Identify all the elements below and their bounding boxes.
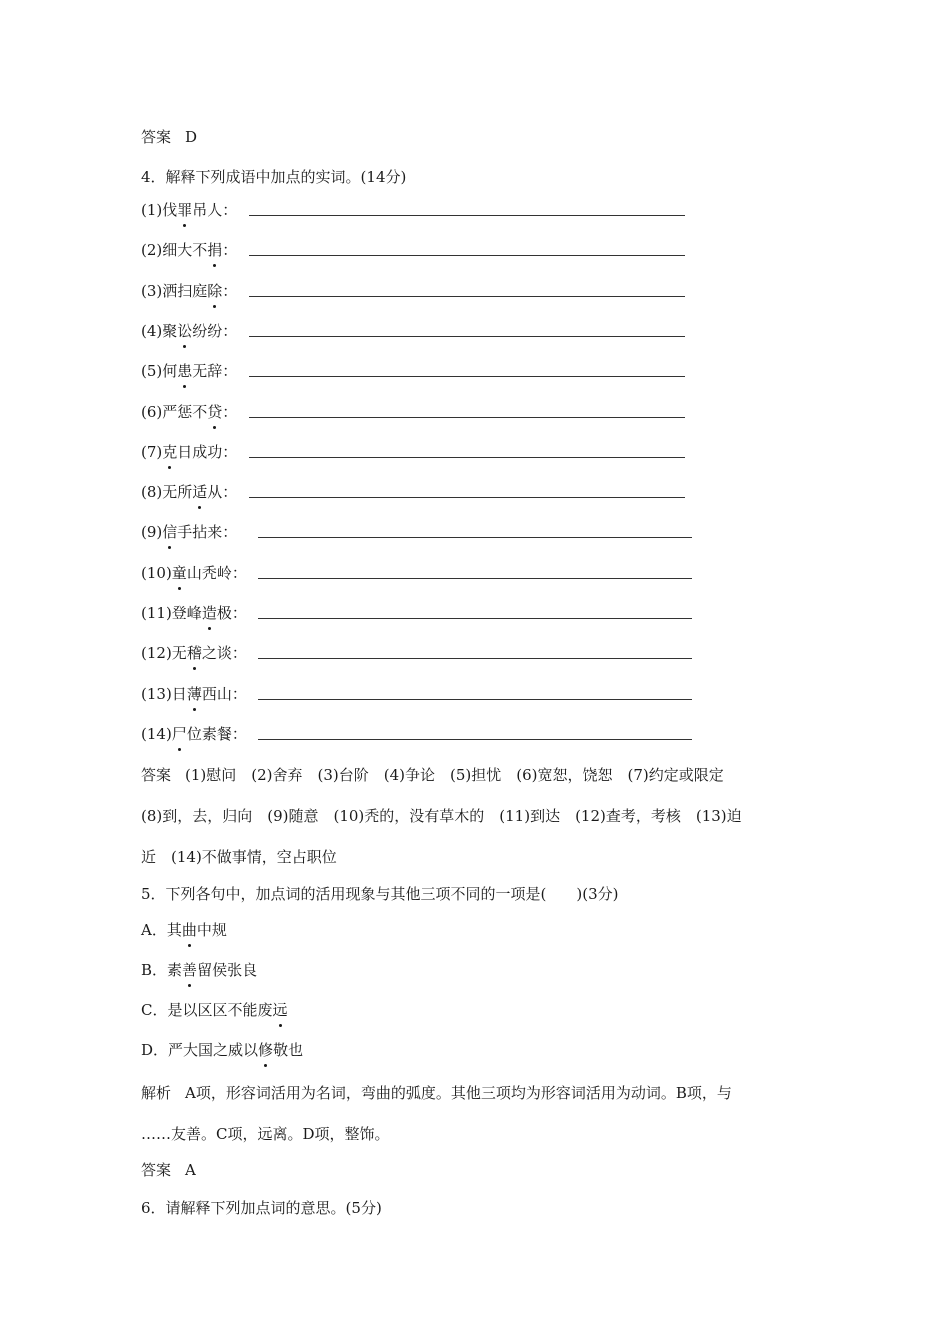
answer-value: A: [185, 1161, 196, 1179]
item-colon: ：: [222, 362, 238, 380]
question-4-item: [141, 563, 247, 583]
question-4-item: [141, 200, 237, 220]
item-number: (2): [141, 241, 163, 259]
item-text-before: 细大不: [162, 241, 208, 259]
item-text-after: 无辞: [192, 362, 223, 380]
item-text-after: 日成功: [177, 443, 223, 461]
item-text-after: 位素餐: [186, 725, 232, 743]
answer-label: 答案: [141, 128, 172, 146]
question-4-item: [141, 643, 247, 663]
answer-text: (1)慰问 (2)舍弃 (3)台阶 (4)争论 (5)担忧 (6)宽恕，饶恕 (7)约定或限定: [185, 766, 724, 784]
option-letter: C．: [141, 1001, 168, 1019]
question-4-item: [141, 724, 247, 744]
item-dotted-char: 贷: [207, 403, 223, 421]
option-text-before: 是以区区不能废: [167, 1001, 273, 1019]
item-number: (1): [141, 201, 163, 219]
item-dotted-char: 适: [192, 483, 208, 501]
item-dotted-char: 尸: [171, 725, 187, 743]
question-4-item: [141, 684, 247, 704]
item-number: (6): [141, 403, 163, 421]
item-number: (8): [141, 483, 163, 501]
item-dotted-char: 患: [177, 362, 193, 380]
answer-blank-line[interactable]: [249, 376, 685, 377]
item-text-after: 西山: [201, 685, 232, 703]
item-dotted-char: 造: [201, 604, 217, 622]
item-dotted-char: 讼: [177, 322, 193, 340]
option-dotted-char: 远: [272, 1001, 288, 1019]
item-colon: ：: [231, 604, 247, 622]
answer-value: D: [185, 128, 198, 146]
option-letter: A．: [141, 921, 167, 939]
question-4-item: [141, 281, 237, 301]
item-text-after: 之谈: [201, 644, 232, 662]
option-text-after: 中规: [196, 921, 227, 939]
item-colon: ：: [231, 564, 247, 582]
question-4-stem: 4．解释下列成语中加点的实词。(14分): [141, 168, 407, 186]
option-dotted-char: 曲: [181, 921, 197, 939]
question-6-stem: 6．请解释下列加点词的意思。(5分): [141, 1199, 382, 1217]
question-4-item: [141, 482, 237, 502]
item-colon: ：: [222, 523, 238, 541]
answer-blank-line[interactable]: [249, 215, 685, 216]
item-text-before: 登峰: [171, 604, 202, 622]
item-dotted-char: 罪: [177, 201, 193, 219]
item-colon: ：: [222, 241, 238, 259]
item-text-before: 伐: [162, 201, 178, 219]
answer-blank-line[interactable]: [258, 658, 692, 659]
item-colon: ：: [231, 725, 247, 743]
answer-5: [141, 1160, 196, 1180]
item-number: (7): [141, 443, 163, 461]
question-5-option: [141, 920, 227, 940]
question-4-item: [141, 361, 237, 381]
item-colon: ：: [222, 483, 238, 501]
answer-blank-line[interactable]: [249, 296, 685, 297]
item-text-before: 聚: [162, 322, 178, 340]
answer-blank-line[interactable]: [258, 739, 692, 740]
item-number: (14): [141, 725, 172, 743]
item-dotted-char: 薄: [186, 685, 202, 703]
item-text-before: 无所: [162, 483, 193, 501]
answer-blank-line[interactable]: [249, 497, 685, 498]
option-text-before: 其: [166, 921, 182, 939]
answer-blank-line[interactable]: [258, 618, 692, 619]
question-4-answer-line-1: [141, 765, 724, 785]
item-number: (11): [141, 604, 172, 622]
item-text-after: 从: [207, 483, 223, 501]
option-letter: D．: [141, 1041, 169, 1059]
item-dotted-char: 稽: [186, 644, 202, 662]
item-text-after: 手拈来: [177, 523, 223, 541]
option-dotted-char: 修: [258, 1041, 274, 1059]
item-colon: ：: [231, 644, 247, 662]
answer-blank-line[interactable]: [258, 537, 692, 538]
item-dotted-char: 信: [162, 523, 178, 541]
question-5-analysis-line-2: ……友善。C项，远离。D项，整饰。: [141, 1125, 390, 1143]
answer-blank-line[interactable]: [258, 699, 692, 700]
question-4-answer-line-2: (8)到，去，归向 (9)随意 (10)秃的，没有草木的 (11)到达 (12)查考，考核 (13)迫: [141, 807, 742, 825]
analysis-text: A项，形容词活用为名词，弯曲的弧度。其他三项均为形容词活用为动词。B项，与: [185, 1084, 732, 1102]
question-5-stem: 5．下列各句中，加点词的活用现象与其他三项不同的一项是( )(3分): [141, 885, 619, 903]
answer-label: 答案: [141, 766, 172, 784]
item-number: (4): [141, 322, 163, 340]
item-colon: ：: [222, 443, 238, 461]
answer-blank-line[interactable]: [249, 336, 685, 337]
item-colon: ：: [231, 685, 247, 703]
question-5-analysis-line-1: [141, 1083, 732, 1103]
item-text-before: 日: [171, 685, 187, 703]
question-5-option: [141, 1040, 303, 1060]
analysis-label: 解析: [141, 1084, 172, 1102]
item-colon: ：: [222, 201, 238, 219]
item-dotted-char: 童: [171, 564, 187, 582]
option-text-before: 素: [167, 961, 183, 979]
item-colon: ：: [222, 322, 238, 340]
item-number: (3): [141, 282, 163, 300]
question-4-item: [141, 442, 237, 462]
option-letter: B．: [141, 961, 168, 979]
item-dotted-char: 除: [207, 282, 223, 300]
question-4-item: [141, 402, 237, 422]
item-number: (10): [141, 564, 172, 582]
item-text-before: 何: [162, 362, 178, 380]
item-dotted-char: 捐: [207, 241, 223, 259]
question-5-option: [141, 1000, 288, 1020]
question-4-item: [141, 240, 237, 260]
answer-blank-line[interactable]: [249, 255, 685, 256]
item-text-after: 吊人: [192, 201, 223, 219]
answer-label: 答案: [141, 1161, 172, 1179]
option-text-after: 留侯张良: [197, 961, 258, 979]
item-text-after: 极: [216, 604, 232, 622]
item-colon: ：: [222, 403, 238, 421]
answer-blank-line[interactable]: [249, 457, 685, 458]
item-number: (13): [141, 685, 172, 703]
option-dotted-char: 善: [182, 961, 198, 979]
item-text-after: 纷纷: [192, 322, 223, 340]
question-4-item: [141, 522, 237, 542]
answer-3: [141, 127, 197, 147]
question-5-option: [141, 960, 257, 980]
item-colon: ：: [222, 282, 238, 300]
option-text-before: 严大国之威以: [168, 1041, 259, 1059]
item-number: (12): [141, 644, 172, 662]
answer-blank-line[interactable]: [258, 578, 692, 579]
answer-blank-line[interactable]: [249, 417, 685, 418]
item-number: (5): [141, 362, 163, 380]
item-text-before: 严惩不: [162, 403, 208, 421]
question-4-item: [141, 603, 247, 623]
question-4-item: [141, 321, 237, 341]
item-text-before: 无: [171, 644, 187, 662]
item-text-after: 山秃岭: [186, 564, 232, 582]
question-4-answer-line-3: 近 (14)不做事情，空占职位: [141, 848, 337, 866]
item-number: (9): [141, 523, 163, 541]
option-text-after: 敬也: [273, 1041, 304, 1059]
item-dotted-char: 克: [162, 443, 178, 461]
item-text-before: 洒扫庭: [162, 282, 208, 300]
